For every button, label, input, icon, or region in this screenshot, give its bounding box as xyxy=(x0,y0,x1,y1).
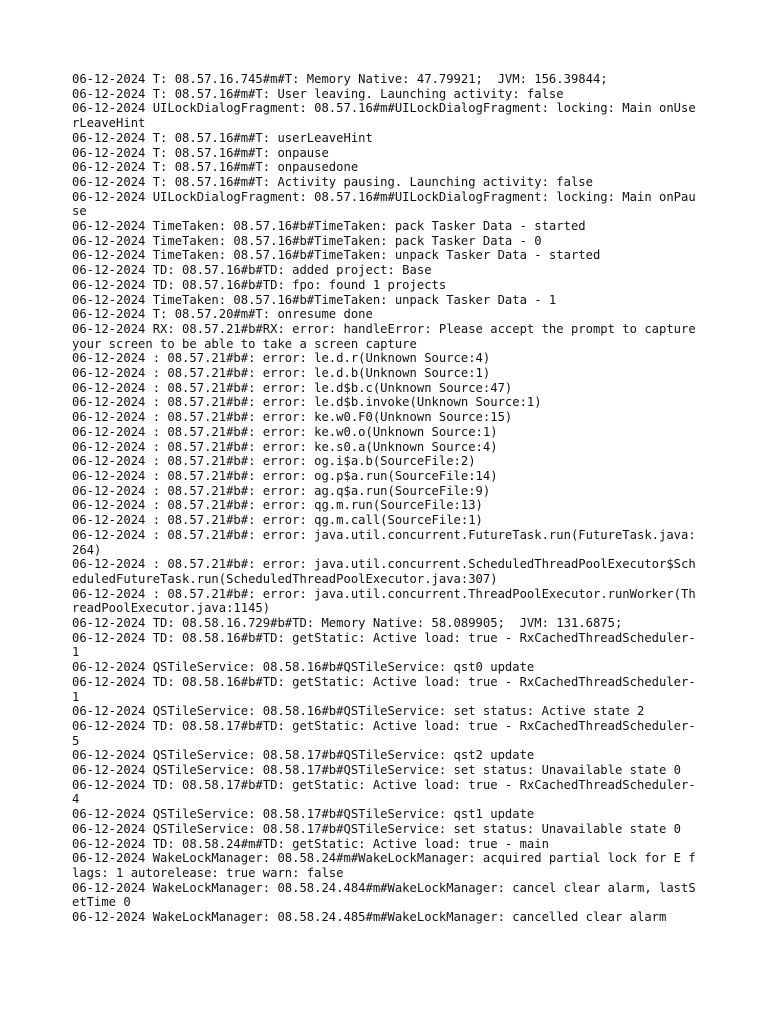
log-line: 06-12-2024 QSTileService: 08.58.17#b#QSTileService: set status: Unavailable state 0 xyxy=(72,821,682,836)
log-line: 06-12-2024 : 08.57.21#b#: error: og.i$a.b(SourceFile:2) xyxy=(72,454,476,469)
log-line: 06-12-2024 : 08.57.21#b#: error: le.d.b(Unknown Source:1) xyxy=(72,366,491,381)
log-line: 06-12-2024 : 08.57.21#b#: error: java.util.concurrent.ScheduledThreadPoolExecutor$ScheduledFutureTask.run(ScheduledThreadPoolExecutor.java:307) xyxy=(72,557,696,586)
log-line: 06-12-2024 TimeTaken: 08.57.16#b#TimeTaken: unpack Tasker Data - 1 xyxy=(72,292,557,307)
log-line: 06-12-2024 TD: 08.58.16#b#TD: getStatic: Active load: true - RxCachedThreadScheduler-1 xyxy=(72,630,696,660)
log-line: 06-12-2024 : 08.57.21#b#: error: qg.m.run(SourceFile:13) xyxy=(72,498,483,513)
log-line: 06-12-2024 QSTileService: 08.58.17#b#QSTileService: qst2 update xyxy=(72,748,535,763)
log-line: 06-12-2024 TimeTaken: 08.57.16#b#TimeTaken: pack Tasker Data - 0 xyxy=(72,233,542,248)
log-line: 06-12-2024 QSTileService: 08.58.17#b#QSTileService: qst1 update xyxy=(72,807,535,822)
log-line: 06-12-2024 T: 08.57.20#m#T: onresume done xyxy=(72,307,373,322)
log-line: 06-12-2024 TimeTaken: 08.57.16#b#TimeTaken: pack Tasker Data - started xyxy=(72,219,586,234)
log-line: 06-12-2024 : 08.57.21#b#: error: java.util.concurrent.ThreadPoolExecutor.runWorker(ThreadPoolExecutor.java:1145) xyxy=(72,586,696,616)
log-line: 06-12-2024 TD: 08.58.17#b#TD: getStatic: Active load: true - RxCachedThreadScheduler-4 xyxy=(72,777,696,807)
log-line: 06-12-2024 QSTileService: 08.58.16#b#QSTileService: qst0 update xyxy=(72,660,535,675)
log-line: 06-12-2024 : 08.57.21#b#: error: ke.w0.o(Unknown Source:1) xyxy=(72,424,498,439)
log-line: 06-12-2024 WakeLockManager: 08.58.24#m#WakeLockManager: acquired partial lock for E flags: 1 autorelease: true warn: false xyxy=(72,851,696,880)
log-document xyxy=(72,72,702,925)
log-line: 06-12-2024 : 08.57.21#b#: error: java.util.concurrent.FutureTask.run(FutureTask.java:264) xyxy=(72,527,696,557)
log-line: 06-12-2024 T: 08.57.16#m#T: User leaving. Launching activity: false xyxy=(72,86,564,101)
log-line: 06-12-2024 TD: 08.57.16#b#TD: fpo: found 1 projects xyxy=(72,277,447,292)
log-line: 06-12-2024 : 08.57.21#b#: error: og.p$a.run(SourceFile:14) xyxy=(72,468,498,483)
log-line: 06-12-2024 : 08.57.21#b#: error: le.d.r(Unknown Source:4) xyxy=(72,351,491,366)
log-line: 06-12-2024 T: 08.57.16#m#T: Activity pausing. Launching activity: false xyxy=(72,174,593,189)
log-line: 06-12-2024 TimeTaken: 08.57.16#b#TimeTaken: unpack Tasker Data - started xyxy=(72,248,601,263)
log-line: 06-12-2024 : 08.57.21#b#: error: le.d$b.c(Unknown Source:47) xyxy=(72,380,513,395)
log-line: 06-12-2024 TD: 08.57.16#b#TD: added project: Base xyxy=(72,263,432,278)
log-line: 06-12-2024 : 08.57.21#b#: error: ag.q$a.run(SourceFile:9) xyxy=(72,483,491,498)
log-line: 06-12-2024 WakeLockManager: 08.58.24.485#m#WakeLockManager: cancelled clear alarm xyxy=(72,910,667,925)
log-line: 06-12-2024 : 08.57.21#b#: error: ke.s0.a(Unknown Source:4) xyxy=(72,439,498,454)
log-line: 06-12-2024 : 08.57.21#b#: error: qg.m.call(SourceFile:1) xyxy=(72,513,483,528)
log-line: 06-12-2024 TD: 08.58.16.729#b#TD: Memory Native: 58.089905; JVM: 131.6875; xyxy=(72,616,623,631)
log-line: 06-12-2024 T: 08.57.16#m#T: onpausedone xyxy=(72,160,359,175)
log-line: 06-12-2024 TD: 08.58.17#b#TD: getStatic: Active load: true - RxCachedThreadScheduler-5 xyxy=(72,718,696,748)
log-line: 06-12-2024 QSTileService: 08.58.16#b#QSTileService: set status: Active state 2 xyxy=(72,704,645,719)
log-line: 06-12-2024 TD: 08.58.24#m#TD: getStatic: Active load: true - main xyxy=(72,836,549,851)
log-line: 06-12-2024 : 08.57.21#b#: error: ke.w0.F0(Unknown Source:15) xyxy=(72,410,513,425)
log-line: 06-12-2024 RX: 08.57.21#b#RX: error: handleError: Please accept the prompt to capture your screen to be able to take a screen capture xyxy=(72,321,704,351)
log-line: 06-12-2024 T: 08.57.16.745#m#T: Memory Native: 47.79921; JVM: 156.39844; xyxy=(72,72,608,86)
log-line: 06-12-2024 T: 08.57.16#m#T: onpause xyxy=(72,145,329,160)
log-line: 06-12-2024 WakeLockManager: 08.58.24.484#m#WakeLockManager: cancel clear alarm, lastSetTime 0 xyxy=(72,880,696,910)
log-line: 06-12-2024 : 08.57.21#b#: error: le.d$b.invoke(Unknown Source:1) xyxy=(72,395,542,410)
log-line: 06-12-2024 UILockDialogFragment: 08.57.16#m#UILockDialogFragment: locking: Main onPause xyxy=(72,189,696,219)
log-line: 06-12-2024 TD: 08.58.16#b#TD: getStatic: Active load: true - RxCachedThreadScheduler-1 xyxy=(72,674,696,704)
log-line: 06-12-2024 T: 08.57.16#m#T: userLeaveHint xyxy=(72,130,373,145)
log-line: 06-12-2024 UILockDialogFragment: 08.57.16#m#UILockDialogFragment: locking: Main onUserLeaveHint xyxy=(72,101,696,131)
log-line: 06-12-2024 QSTileService: 08.58.17#b#QSTileService: set status: Unavailable state 0 xyxy=(72,763,682,778)
